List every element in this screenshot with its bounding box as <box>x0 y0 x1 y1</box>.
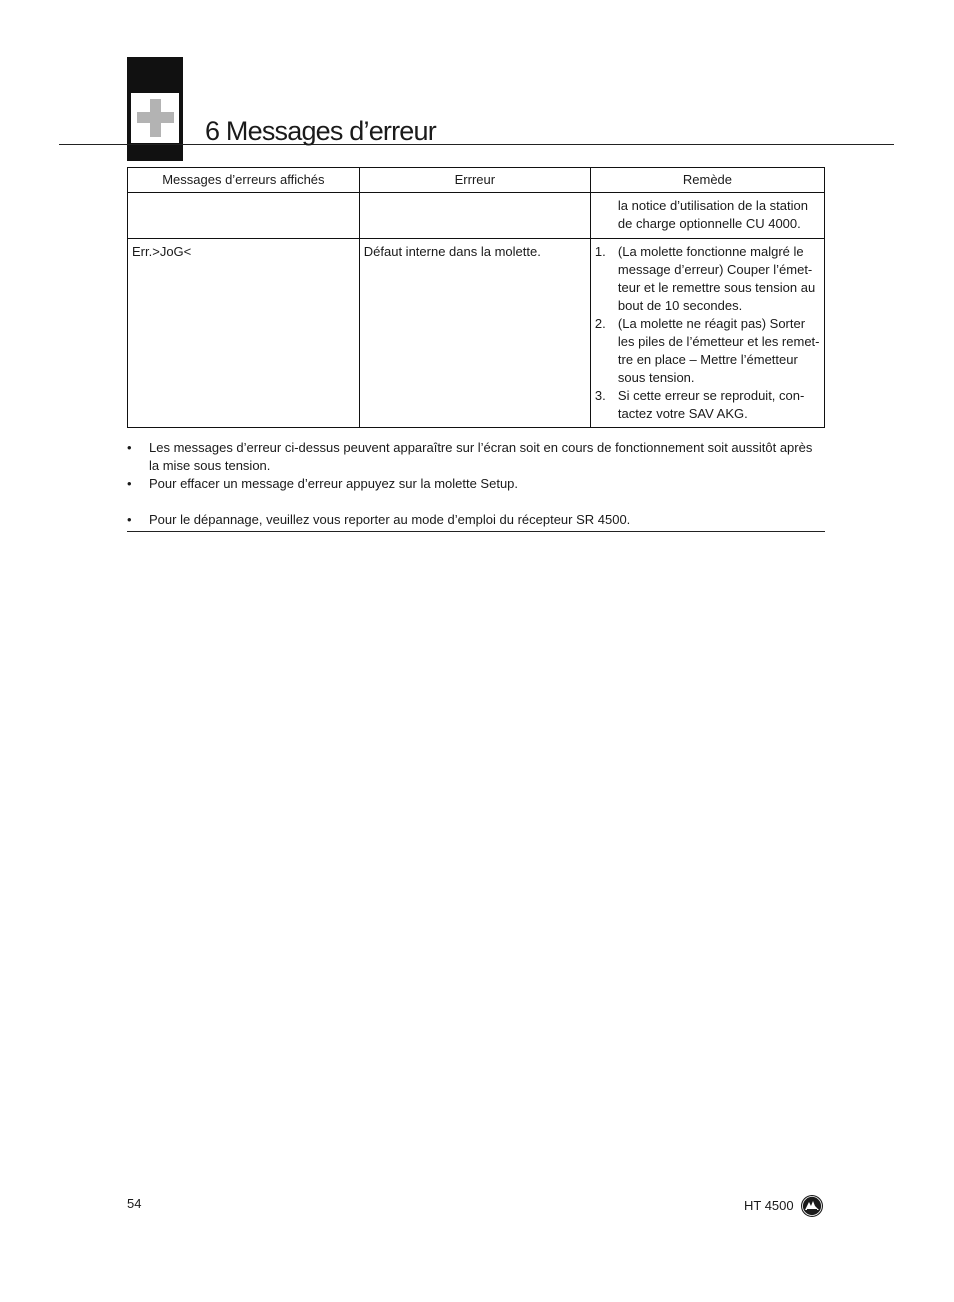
bullet-icon: • <box>127 512 132 527</box>
chapter-title: 6 Messages d’erreur <box>205 116 436 146</box>
column-header-messages: Messages d’erreurs affichés <box>128 168 360 193</box>
note-item <box>127 511 825 529</box>
page-number: 54 <box>127 1196 142 1211</box>
notes-rule <box>127 531 825 532</box>
step-number: 1. <box>594 244 606 259</box>
remedy-step <box>594 315 820 387</box>
column-header-remedy: Remède <box>590 168 824 193</box>
table-row <box>128 193 825 239</box>
remedy-cell: la notice d’utilisation de la station de charge optionnelle CU 4000. <box>590 193 824 239</box>
step-number: 3. <box>594 388 606 403</box>
footer-model-name: HT 4500 <box>744 1198 794 1213</box>
bullet-icon: • <box>127 476 132 491</box>
step-text: (La molette fonctionne malgré le message d’erreur) Couper l’émet-teur et le remettre sous tension au bout de 10 secondes. <box>617 244 816 313</box>
table-header-row <box>128 168 825 193</box>
step-text: Si cette erreur se reproduit, con-tactez votre SAV AKG. <box>617 388 805 421</box>
remedy-steps-list <box>594 243 820 423</box>
note-item <box>127 439 825 475</box>
note-text: Pour effacer un message d’erreur appuyez sur la molette Setup. <box>149 476 519 491</box>
notes-list <box>127 439 825 529</box>
message-cell <box>128 193 360 239</box>
message-cell: Err.>JoG< <box>128 239 360 428</box>
header-rule <box>59 144 894 145</box>
akg-logo-icon <box>800 1194 824 1218</box>
chapter-tab <box>127 57 183 161</box>
table-row <box>128 239 825 428</box>
bullet-icon: • <box>127 440 132 455</box>
column-header-error: Errreur <box>359 168 590 193</box>
error-messages-table <box>127 167 825 428</box>
remedy-cell <box>590 239 824 428</box>
remedy-step <box>594 387 820 423</box>
remedy-step <box>594 243 820 315</box>
error-cell: Défaut interne dans la molette. <box>359 239 590 428</box>
note-text: Les messages d’erreur ci-dessus peuvent apparaître sur l’écran soit en cours de fonctionnement soit aussitôt après la mise sous tension. <box>149 440 813 473</box>
note-text: Pour le dépannage, veuillez vous reporter au mode d’emploi du récepteur SR 4500. <box>149 512 631 527</box>
first-aid-cross-icon <box>131 93 179 143</box>
note-item <box>127 475 825 493</box>
step-number: 2. <box>594 316 606 331</box>
step-text: (La molette ne réagit pas) Sorter les piles de l’émetteur et les remet-tre en place – Mettre l’émetteur sous tension. <box>617 316 820 385</box>
error-cell <box>359 193 590 239</box>
